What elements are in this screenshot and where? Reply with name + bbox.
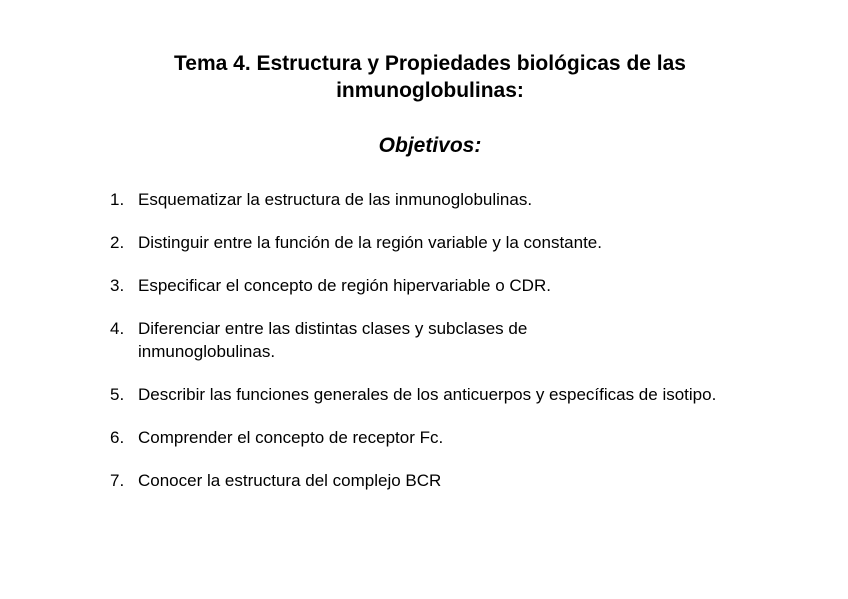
- objective-item: [110, 188, 750, 211]
- objective-number: 6.: [110, 428, 125, 447]
- slide-subtitle: Objetivos:: [378, 134, 482, 157]
- objective-item: [110, 469, 750, 492]
- objective-item: [110, 426, 750, 449]
- objective-number: 5.: [110, 385, 125, 404]
- slide-title: [0, 50, 848, 104]
- objective-number: 4.: [110, 319, 125, 338]
- objective-text: Describir las funciones generales de los anticuerpos y específicas de isotipo.: [138, 385, 717, 404]
- objective-text: Esquematizar la estructura de las inmunoglobulinas.: [138, 190, 533, 209]
- objective-item: [110, 231, 750, 254]
- objective-number: 7.: [110, 471, 125, 490]
- objective-text: Diferenciar entre las distintas clases y subclases de inmunoglobulinas.: [138, 319, 528, 361]
- title-line-2: inmunoglobulinas:: [336, 79, 524, 102]
- objective-text: Conocer la estructura del complejo BCR: [138, 471, 442, 490]
- objective-item: [110, 317, 628, 363]
- objectives-list: [110, 188, 750, 492]
- objective-text: Especificar el concepto de región hipervariable o CDR.: [138, 276, 551, 295]
- objective-number: 2.: [110, 233, 125, 252]
- objective-number: 1.: [110, 190, 125, 209]
- objective-item: [110, 274, 750, 297]
- objective-number: 3.: [110, 276, 125, 295]
- title-line-1: Tema 4. Estructura y Propiedades biológicas de las: [174, 52, 686, 75]
- objective-text: Comprender el concepto de receptor Fc.: [138, 428, 444, 447]
- objective-text: Distinguir entre la función de la región variable y la constante.: [138, 233, 602, 252]
- objective-item: [110, 383, 758, 406]
